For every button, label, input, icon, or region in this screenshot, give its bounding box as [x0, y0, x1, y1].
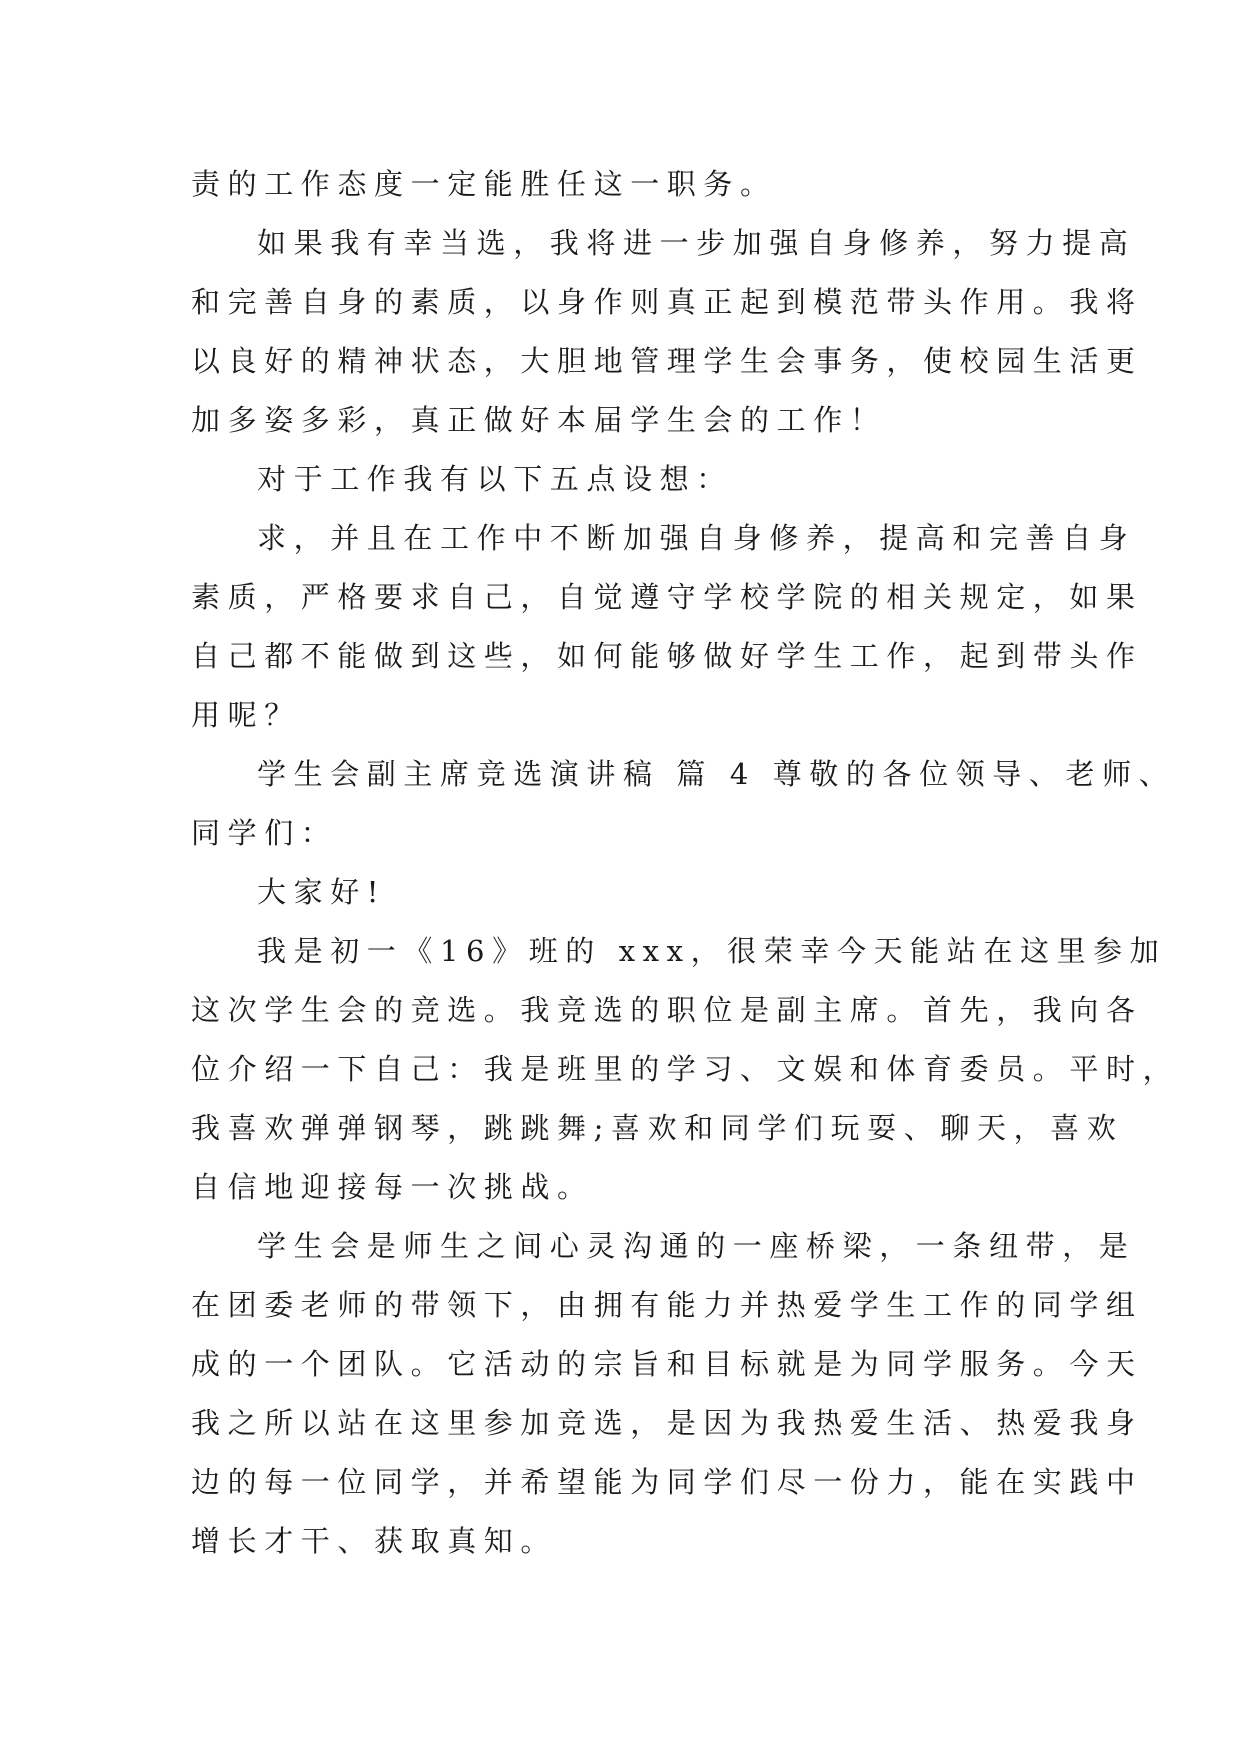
text-line: 对于工作我有以下五点设想： — [257, 462, 733, 496]
text-line: 学生会是师生之间心灵沟通的一座桥梁，一条纽带，是 — [257, 1229, 1136, 1263]
text-line: 自信地迎接每一次挑战。 — [191, 1170, 594, 1204]
text-line: 我喜欢弹弹钢琴，跳跳舞;喜欢和同学们玩耍、聊天，喜欢 — [191, 1111, 1124, 1145]
text-line: 求，并且在工作中不断加强自身修养，提高和完善自身 — [257, 521, 1136, 555]
text-line: 自己都不能做到这些，如何能够做好学生工作，起到带头作 — [191, 639, 1143, 673]
text-line: 同学们： — [191, 816, 338, 850]
text-line: 加多姿多彩，真正做好本届学生会的工作！ — [191, 403, 887, 437]
text-line: 我是初一《16》班的 xxx，很荣幸今天能站在这里参加 — [257, 934, 1167, 968]
text-line: 成的一个团队。它活动的宗旨和目标就是为同学服务。今天 — [191, 1347, 1143, 1381]
text-line: 边的每一位同学，并希望能为同学们尽一份力，能在实践中 — [191, 1465, 1143, 1499]
text-line: 这次学生会的竞选。我竞选的职位是副主席。首先，我向各 — [191, 993, 1143, 1027]
document-body — [191, 155, 1180, 1571]
text-line: 在团委老师的带领下，由拥有能力并热爱学生工作的同学组 — [191, 1288, 1143, 1322]
text-line: 增长才干、获取真知。 — [191, 1524, 558, 1558]
text-line: 如果我有幸当选，我将进一步加强自身修养，努力提高 — [257, 226, 1136, 260]
text-line: 用呢？ — [191, 698, 301, 732]
text-line: 以良好的精神状态，大胆地管理学生会事务，使校园生活更 — [191, 344, 1143, 378]
text-line: 和完善自身的素质，以身作则真正起到模范带头作用。我将 — [191, 285, 1143, 319]
text-line: 位介绍一下自己：我是班里的学习、文娱和体育委员。平时， — [191, 1052, 1180, 1086]
text-line: 我之所以站在这里参加竞选，是因为我热爱生活、热爱我身 — [191, 1406, 1143, 1440]
text-line: 责的工作态度一定能胜任这一职务。 — [191, 167, 777, 201]
text-line: 素质，严格要求自己，自觉遵守学校学院的相关规定，如果 — [191, 580, 1143, 614]
text-line: 大家好! — [257, 875, 387, 909]
text-line: 学生会副主席竞选演讲稿 篇 4 尊敬的各位领导、老师、 — [257, 757, 1176, 791]
